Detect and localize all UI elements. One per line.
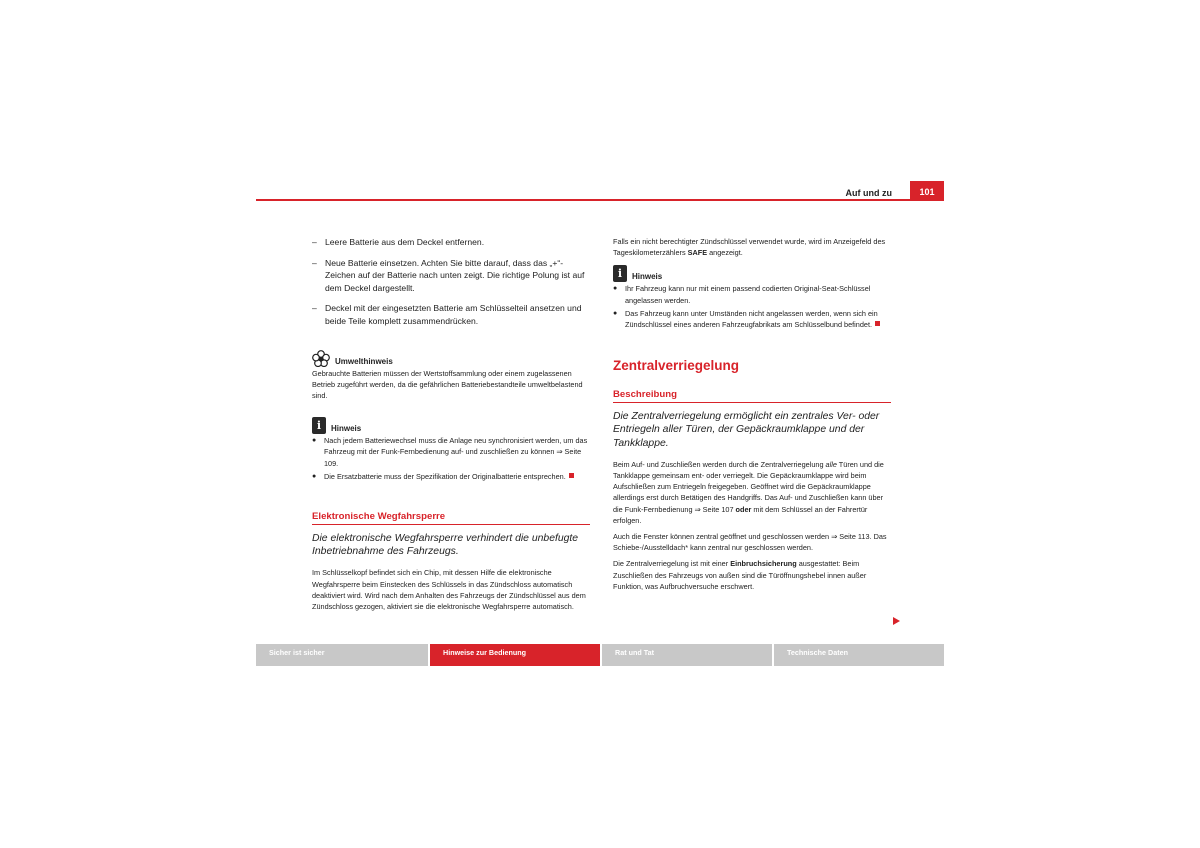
note-bullet-text: Das Fahrzeug kann unter Umständen nicht angelassen werden, wenn sich ein Zündschlüssel eines anderen Fahrzeugfabrikats am Schlüsselbund befindet. [625,308,878,330]
info-icon: i [613,265,627,282]
main-heading: Zentralverriegelung [613,358,740,374]
tab-rat-und-tat[interactable]: Rat und Tat [602,644,772,666]
step-dash: – [312,257,317,268]
note-bullet [613,283,891,305]
step-text: Neue Batterie einsetzen. Achten Sie bitte darauf, dass das „+“-Zeichen auf der Batterie nach unten zeigt. Die richtige Polung ist auf dem Deckel dargestellt. [325,257,585,293]
step-text: Deckel mit der eingesetzten Batterie am Schlüsselteil ansetzen und beide Teile komplett zusammendrücken. [325,303,582,326]
bullet-icon: ● [613,309,618,317]
body-paragraph: Die Zentralverriegelung ist mit einer Einbruchsicherung ausgestattet: Beim Zuschließen des Fahrzeugs von außen sind die Türöffnungshebel innen außer Funktion, was Aufbruchversuche erschwert. [613,559,867,591]
sub-heading: Beschreibung [613,389,891,403]
chapter-title: Auf und zu [845,188,892,198]
section-lead: Die elektronische Wegfahrsperre verhindert die unbefugte Inbetriebnahme des Fahrzeugs. [312,532,579,558]
end-mark-icon [569,473,574,478]
step-dash: – [312,303,317,314]
section-lead: Die Zentralverriegelung ermöglicht ein zentrales Ver- oder Entriegeln aller Türen, der Gepäckraumklappe und der Tankklappe. [613,411,880,449]
tab-sicher-ist-sicher[interactable]: Sicher ist sicher [256,644,428,666]
note-bullet [312,471,590,482]
flower-icon [312,350,330,367]
environment-note-text: Gebrauchte Batterien müssen der Wertstoffsammlung oder einem zugelassenen Betrieb zugeführt werden, da die gefährlichen Batteriebestandteile umweltbelastend sind. [312,368,583,400]
left-column [312,236,590,612]
section-heading: Elektronische Wegfahrsperre [312,511,590,525]
note-bullet [312,435,590,469]
tab-technische-daten[interactable]: Technische Daten [774,644,944,666]
bullet-icon: ● [312,437,317,445]
body-paragraph: Beim Auf- und Zuschließen werden durch die Zentralverriegelung alle Türen und die Tankklappe gemeinsam ent- oder verriegelt. Die Gepäckraumklappe wird beim Aufschließen zum Entriegeln freigegeben. Geöffnet wird die Gepäckraumklappe allerdings erst durch Betätigen des Handgriffs. Das Auf- und Zuschließen kann über die Funk-Fernbedienung ⇒ Seite 107 oder mit dem Schlüssel an der Fahrertür erfolgen. [613,459,884,525]
info-icon: i [312,417,326,434]
bullet-icon: ● [312,472,317,480]
right-column [613,236,891,592]
environment-note-title: Umwelthinweis [335,356,393,366]
header-rule [256,199,944,201]
note-title: Hinweis [632,272,663,282]
step-item [312,236,590,249]
note-bullet-text: Ihr Fahrzeug kann nur mit einem passend codierten Original-Seat-Schlüssel angelassen werden. [625,284,871,305]
step-dash: – [312,237,317,247]
tab-hinweise-zur-bedienung[interactable]: Hinweise zur Bedienung [430,644,600,666]
step-text: Leere Batterie aus dem Deckel entfernen. [325,237,485,247]
safe-label: SAFE [687,248,708,258]
note-header [613,265,891,282]
body-paragraph: Auch die Fenster können zentral geöffnet und geschlossen werden ⇒ Seite 113. Das Schiebe-/Ausstelldach* kann zentral nur geschlossen werden. [613,532,887,553]
note-bullet-text: Nach jedem Batteriewechsel muss die Anlage neu synchronisiert werden, um das Fahrzeug mit der Funk-Fernbedienung auf- und zuschließen zu können ⇒ Seite 109. [324,436,588,468]
bullet-icon: ● [613,285,618,293]
environment-note-header [312,350,590,367]
note-header [312,417,590,434]
step-item [312,302,590,327]
intro-paragraph: Falls ein nicht berechtigter Zündschlüssel verwendet wurde, wird im Anzeigefeld des Tageskilometerzählers SAFE angezeigt. [613,237,886,258]
note-bullet [613,308,891,330]
step-item [312,257,590,295]
note-title: Hinweis [331,424,362,434]
end-mark-icon [875,321,880,326]
page-number: 101 [910,181,944,201]
next-page-arrow-icon[interactable] [893,617,900,625]
section-body: Im Schlüsselkopf befindet sich ein Chip, mit dessen Hilfe die elektronische Wegfahrsperre beim Einstecken des Schlüssels in das Zündschloss automatisch deaktiviert wird. Wird nach dem Anhalten des Fahrzeugs der Zündschlüssel aus dem Zündschloss gezogen, aktiviert sie die elektronische Wegfahrsperre automatisch. [312,568,586,611]
note-bullet-text: Die Ersatzbatterie muss der Spezifikation der Originalbatterie entsprechen. [324,471,566,481]
